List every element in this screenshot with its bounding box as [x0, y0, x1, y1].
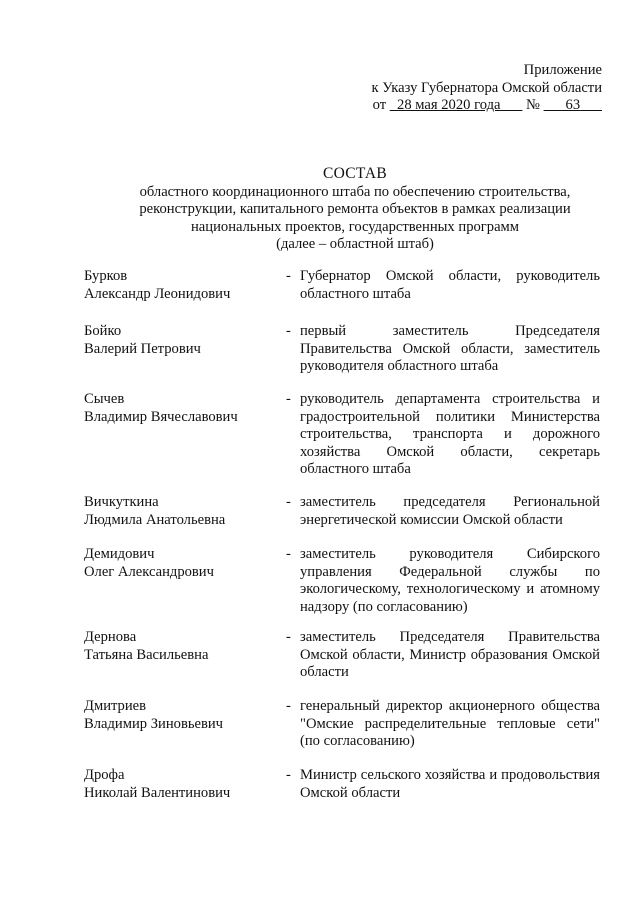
member-name — [84, 268, 274, 303]
member-surname: Дернова — [84, 629, 137, 645]
title-line: (далее – областной штаб) — [276, 236, 434, 252]
member-role: заместитель руководителя Сибирского управления Федеральной службы по экологическому, технологическому и атомному надзору (по согласованию) — [300, 546, 600, 615]
member-given-name: Олег Александрович — [84, 563, 214, 580]
member-surname: Демидович — [84, 546, 155, 562]
title-main: СОСТАВ — [322, 165, 388, 182]
member-surname: Вичкуткина — [84, 494, 159, 510]
dash-separator: - — [286, 391, 291, 407]
dash-separator: - — [286, 546, 291, 562]
member-surname: Дмитриев — [84, 698, 147, 714]
member-name — [84, 767, 274, 802]
appendix-header — [372, 62, 602, 115]
member-given-name: Николай Валентинович — [84, 784, 231, 801]
dash-separator: - — [286, 698, 291, 714]
member-role: первый заместитель Председателя Правительства Омской области, заместитель руководителя областного штаба — [300, 323, 600, 374]
document-title — [90, 165, 620, 254]
member-name — [84, 629, 274, 664]
title-line: реконструкции, капитального ремонта объектов в рамках реализации — [139, 201, 571, 217]
title-line: национальных проектов, государственных программ — [190, 218, 520, 235]
title-line: областного координационного штаба по обеспечению строительства, — [139, 183, 571, 200]
number-label: № — [526, 97, 540, 113]
member-name — [84, 698, 274, 733]
decree-reference: к Указу Губернатора Омской области — [371, 79, 602, 96]
date-prefix: от — [372, 97, 387, 113]
member-role: заместитель Председателя Правительства Омской области, Министр образования Омской области — [300, 629, 600, 680]
dash-separator: - — [286, 323, 291, 339]
member-name — [84, 391, 274, 426]
member-given-name: Владимир Зиновьевич — [84, 715, 224, 732]
dash-separator: - — [286, 629, 291, 645]
member-surname: Сычев — [84, 391, 125, 407]
member-given-name: Людмила Анатольевна — [84, 511, 226, 528]
decree-date-number — [372, 97, 602, 115]
appendix-label: Приложение — [523, 62, 602, 78]
dash-separator: - — [286, 494, 291, 510]
member-given-name: Владимир Вячеславович — [84, 408, 238, 425]
member-role: генеральный директор акционерного общества "Омские распределительные тепловые сети" (по согласованию) — [300, 698, 600, 749]
member-name — [84, 323, 274, 358]
member-surname: Дрофа — [84, 767, 125, 783]
member-given-name: Валерий Петрович — [84, 340, 201, 357]
member-given-name: Татьяна Васильевна — [84, 646, 209, 663]
member-role: заместитель председателя Региональной энергетической комиссии Омской области — [300, 494, 600, 528]
member-surname: Бурков — [84, 268, 128, 284]
member-name — [84, 546, 274, 581]
member-role: руководитель департамента строительства и градостроительной политики Министерства строительства, транспорта и дорожного хозяйства Омской области, секретарь областного штаба — [300, 391, 600, 477]
member-surname: Бойко — [84, 323, 122, 339]
member-given-name: Александр Леонидович — [84, 285, 231, 302]
member-role: Министр сельского хозяйства и продовольствия Омской области — [300, 767, 600, 801]
member-name — [84, 494, 274, 529]
dash-separator: - — [286, 767, 291, 783]
member-role: Губернатор Омской области, руководитель областного штаба — [300, 268, 600, 302]
dash-separator: - — [286, 268, 291, 284]
decree-date: 28 мая 2020 года — [397, 97, 501, 113]
decree-number: 63 — [565, 97, 581, 113]
